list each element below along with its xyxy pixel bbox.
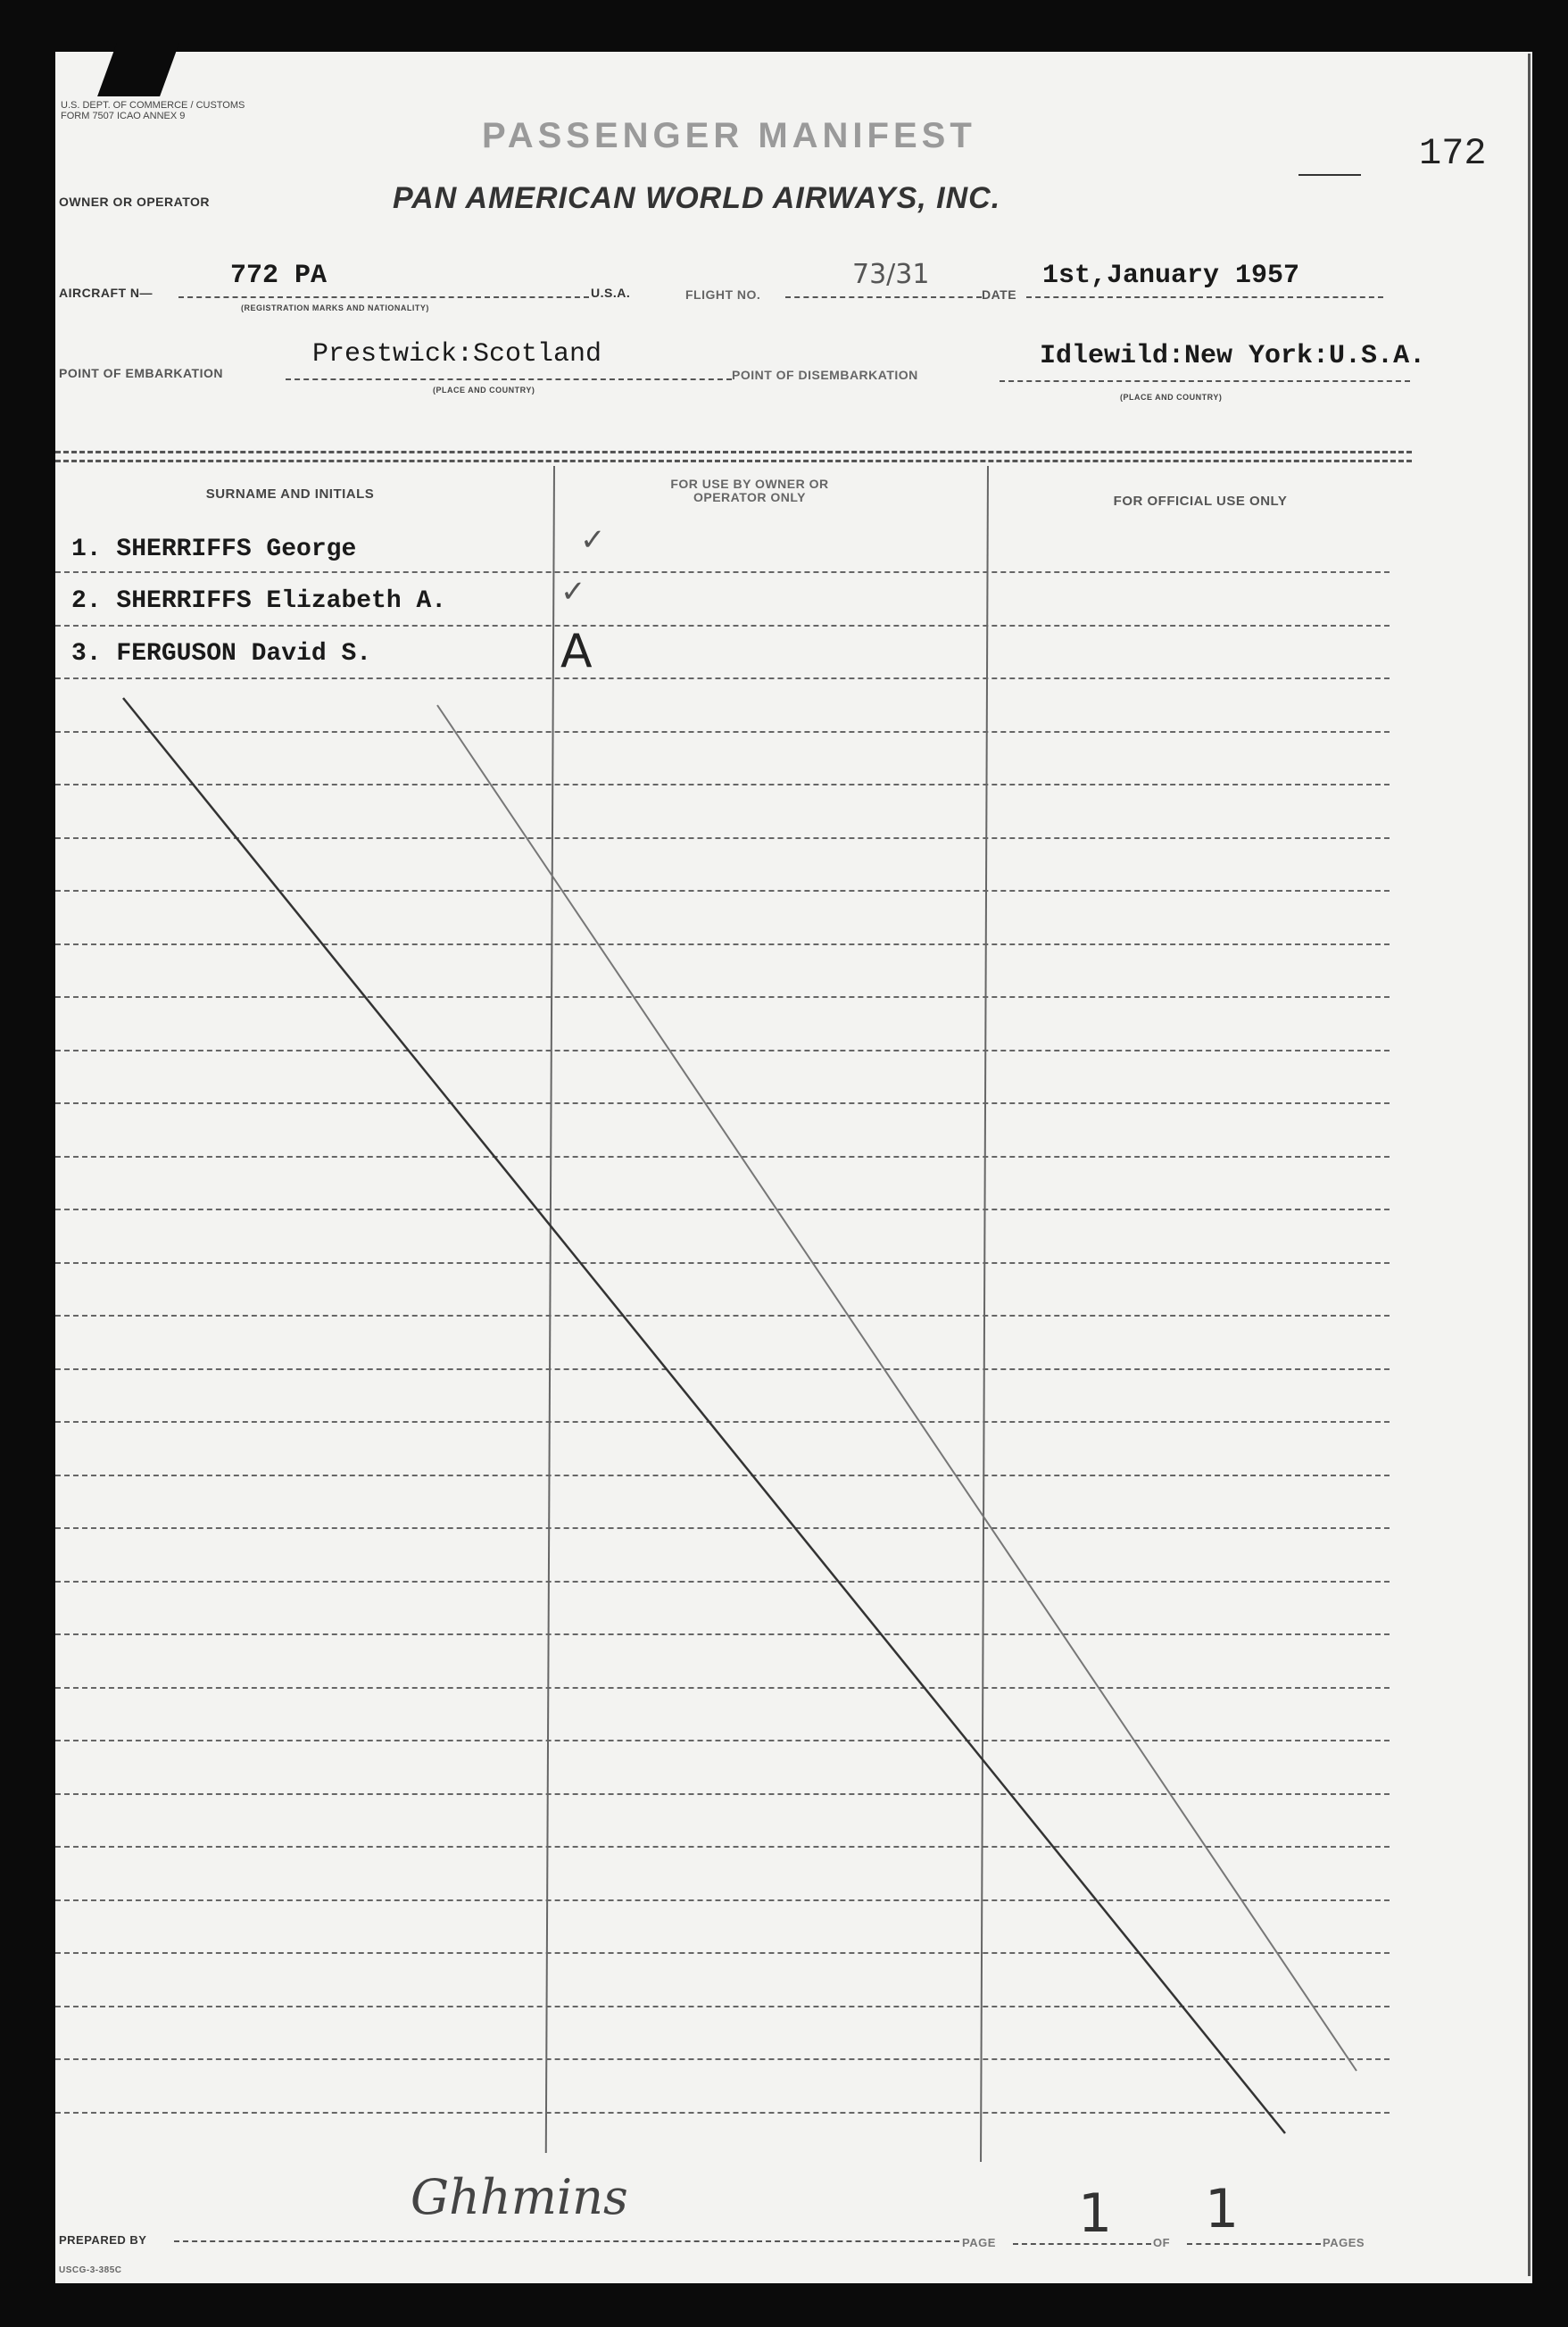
check-mark-2: ✓	[560, 575, 586, 609]
date-label: DATE	[982, 287, 1017, 302]
passenger-row-2: 2. SHERRIFFS Elizabeth A.	[71, 587, 447, 615]
passenger-row-1: 1. SHERRIFFS George	[71, 536, 357, 563]
prepared-underline	[174, 2240, 959, 2242]
check-mark-1: ✓	[580, 523, 606, 557]
passenger-row-3: 3. FERGUSON David S.	[71, 640, 372, 668]
embark-label: POINT OF EMBARKATION	[59, 366, 223, 380]
of-label: OF	[1153, 2236, 1171, 2249]
of-value: 1	[1205, 2178, 1240, 2240]
page-number-top: 172	[1419, 132, 1487, 175]
date-value: 1st,January 1957	[1042, 261, 1300, 291]
usa-label: U.S.A.	[591, 286, 631, 300]
disembark-label: POINT OF DISEMBARKATION	[732, 368, 918, 382]
pages-label: PAGES	[1323, 2236, 1365, 2249]
col-header-official: FOR OFFICIAL USE ONLY	[1113, 494, 1288, 509]
form-code: U.S. DEPT. OF COMMERCE / CUSTOMS FORM 7507 ICAO ANNEX 9	[61, 100, 245, 121]
disembark-value: Idlewild:New York:U.S.A.	[1040, 341, 1426, 371]
aircraft-value: 772 PA	[230, 261, 328, 291]
of-underline	[1187, 2243, 1321, 2245]
flight-label: FLIGHT NO.	[685, 287, 761, 302]
form-number: USCG-3-385C	[59, 2265, 122, 2275]
strike-line-2	[437, 705, 1356, 2071]
flight-value: 73/31	[852, 259, 930, 290]
preparer-signature: Ghhmins	[411, 2169, 628, 2225]
page-label: PAGE	[962, 2236, 996, 2249]
prepared-by-label: PREPARED BY	[59, 2233, 147, 2247]
col-header-owner: FOR USE BY OWNER OR OPERATOR ONLY	[670, 477, 829, 504]
embark-place-note: (PLACE AND COUNTRY)	[433, 386, 535, 395]
col-header-names: SURNAME AND INITIALS	[205, 486, 375, 502]
page-title: PASSENGER MANIFEST	[482, 116, 976, 155]
disembark-place-note: (PLACE AND COUNTRY)	[1120, 393, 1223, 402]
embark-value: Prestwick:Scotland	[312, 339, 602, 370]
handwritten-a: A	[560, 625, 593, 678]
owner-label: OWNER OR OPERATOR	[59, 195, 210, 209]
page-value: 1	[1078, 2182, 1113, 2245]
registration-note: (REGISTRATION MARKS AND NATIONALITY)	[241, 303, 429, 312]
operator-name: PAN AMERICAN WORLD AIRWAYS, INC.	[393, 181, 1001, 215]
strike-line-1	[123, 698, 1285, 2133]
aircraft-label: AIRCRAFT N—	[59, 286, 153, 300]
